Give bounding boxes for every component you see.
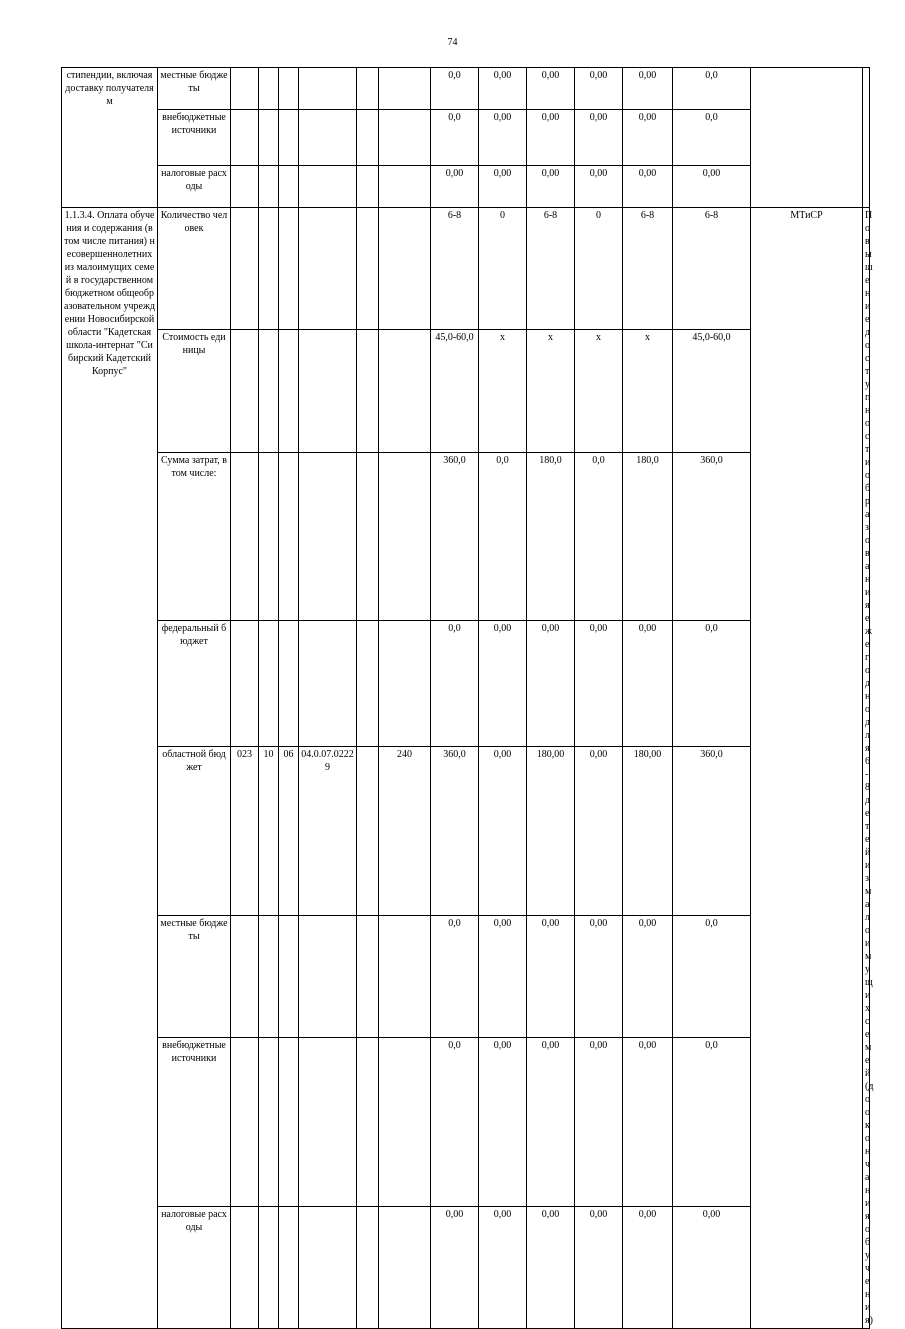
code-cell: 240 <box>379 746 431 915</box>
code-cell <box>357 915 379 1037</box>
table-row <box>62 452 870 621</box>
code-cell <box>279 1206 299 1328</box>
table-row <box>62 166 870 208</box>
code-cell <box>379 208 431 330</box>
code-cell <box>379 1206 431 1328</box>
code-cell <box>357 330 379 452</box>
result-cell <box>863 68 870 208</box>
value-cell: 180,0 <box>527 452 575 621</box>
value-cell: 180,00 <box>623 746 673 915</box>
value-cell: 0,00 <box>575 621 623 746</box>
row-label-cell: федеральный бюджет <box>158 621 231 746</box>
value-cell: 0,00 <box>479 1037 527 1206</box>
value-cell: 0,00 <box>673 1206 751 1328</box>
value-cell: 0,00 <box>623 166 673 208</box>
value-cell: 0,00 <box>527 166 575 208</box>
row-label-cell: внебюджетные источники <box>158 1037 231 1206</box>
code-cell <box>357 68 379 110</box>
code-cell <box>231 166 259 208</box>
table-row <box>62 915 870 1037</box>
value-cell: 0,00 <box>623 68 673 110</box>
value-cell: 0 <box>575 208 623 330</box>
value-cell: х <box>623 330 673 452</box>
value-cell: 0,0 <box>673 915 751 1037</box>
code-cell <box>279 166 299 208</box>
table-row <box>62 330 870 452</box>
table-row <box>62 68 870 110</box>
code-cell: 06 <box>279 746 299 915</box>
code-cell <box>279 330 299 452</box>
code-cell <box>279 915 299 1037</box>
code-cell <box>231 1037 259 1206</box>
code-cell <box>231 621 259 746</box>
code-cell <box>231 330 259 452</box>
value-cell: 0,0 <box>673 68 751 110</box>
value-cell: 0,00 <box>575 1037 623 1206</box>
value-cell: х <box>575 330 623 452</box>
page-number: 74 <box>447 37 458 48</box>
code-cell <box>299 110 357 166</box>
code-cell <box>259 915 279 1037</box>
code-cell <box>299 915 357 1037</box>
value-cell: 0,00 <box>527 110 575 166</box>
code-cell <box>357 746 379 915</box>
value-cell: 180,0 <box>623 452 673 621</box>
code-cell <box>299 452 357 621</box>
value-cell: 0,0 <box>431 68 479 110</box>
value-cell: 0,00 <box>479 621 527 746</box>
table-row <box>62 208 870 330</box>
value-cell: 0,00 <box>479 746 527 915</box>
code-cell <box>259 621 279 746</box>
code-cell <box>279 208 299 330</box>
row-label-cell: налоговые расходы <box>158 166 231 208</box>
row-label-cell: Стоимость единицы <box>158 330 231 452</box>
value-cell: 0,00 <box>479 166 527 208</box>
code-cell <box>379 166 431 208</box>
code-cell <box>279 1037 299 1206</box>
value-cell: 0,00 <box>431 1206 479 1328</box>
code-cell <box>259 208 279 330</box>
code-cell <box>299 1037 357 1206</box>
table-row <box>62 746 870 915</box>
value-cell: 360,0 <box>431 746 479 915</box>
code-cell <box>259 110 279 166</box>
code-cell <box>259 452 279 621</box>
value-cell: 0,00 <box>623 1037 673 1206</box>
table-row <box>62 1037 870 1206</box>
value-cell: 0 <box>479 208 527 330</box>
value-cell: 0,0 <box>673 621 751 746</box>
table-row <box>62 621 870 746</box>
code-cell <box>299 621 357 746</box>
value-cell: 0,00 <box>575 915 623 1037</box>
value-cell: 180,00 <box>527 746 575 915</box>
code-cell <box>379 110 431 166</box>
value-cell: 360,0 <box>431 452 479 621</box>
row-label-cell: Сумма затрат, в том числе: <box>158 452 231 621</box>
code-cell <box>357 1037 379 1206</box>
code-cell <box>299 1206 357 1328</box>
row-label-cell: внебюджетные источники <box>158 110 231 166</box>
value-cell: 0,00 <box>575 166 623 208</box>
value-cell: 0,0 <box>575 452 623 621</box>
code-cell: 04.0.07.02229 <box>299 746 357 915</box>
value-cell: 0,0 <box>431 1037 479 1206</box>
value-cell: 0,00 <box>527 1206 575 1328</box>
value-cell: 0,0 <box>431 621 479 746</box>
code-cell <box>231 110 259 166</box>
value-cell: 0,00 <box>479 915 527 1037</box>
code-cell <box>231 1206 259 1328</box>
value-cell: 0,00 <box>575 68 623 110</box>
code-cell <box>379 452 431 621</box>
code-cell <box>279 110 299 166</box>
code-cell <box>279 621 299 746</box>
code-cell <box>357 621 379 746</box>
value-cell: 0,0 <box>431 915 479 1037</box>
code-cell <box>231 915 259 1037</box>
value-cell: 6-8 <box>673 208 751 330</box>
row-label-cell: местные бюджеты <box>158 68 231 110</box>
value-cell: 45,0-60,0 <box>431 330 479 452</box>
code-cell <box>299 208 357 330</box>
value-cell: 0,00 <box>479 110 527 166</box>
item-description-cell: стипендии, включая доставку получателям <box>62 68 158 208</box>
code-cell <box>259 1037 279 1206</box>
result-cell: Повышение доступности образования ежегодно для 6-8 детей из малоимущих семей (до окончания обучения) <box>863 208 870 1329</box>
code-cell <box>231 452 259 621</box>
row-label-cell: областной бюджет <box>158 746 231 915</box>
value-cell: 0,00 <box>623 915 673 1037</box>
value-cell: 0,00 <box>575 1206 623 1328</box>
code-cell <box>357 1206 379 1328</box>
code-cell <box>231 68 259 110</box>
code-cell <box>259 330 279 452</box>
code-cell <box>299 166 357 208</box>
code-cell <box>357 166 379 208</box>
value-cell: 0,00 <box>479 68 527 110</box>
value-cell: 0,0 <box>431 110 479 166</box>
executor-cell <box>751 68 863 208</box>
value-cell: 0,00 <box>431 166 479 208</box>
value-cell: 0,00 <box>527 1037 575 1206</box>
code-cell <box>279 68 299 110</box>
value-cell: 360,0 <box>673 452 751 621</box>
code-cell <box>379 68 431 110</box>
code-cell <box>279 452 299 621</box>
value-cell: 6-8 <box>431 208 479 330</box>
value-cell: 0,00 <box>623 1206 673 1328</box>
value-cell: 360,0 <box>673 746 751 915</box>
code-cell <box>379 915 431 1037</box>
value-cell: 0,0 <box>479 452 527 621</box>
code-cell: 10 <box>259 746 279 915</box>
code-cell <box>259 166 279 208</box>
value-cell: 0,00 <box>673 166 751 208</box>
code-cell <box>379 330 431 452</box>
row-label-cell: Количество человек <box>158 208 231 330</box>
row-label-cell: местные бюджеты <box>158 915 231 1037</box>
code-cell <box>357 452 379 621</box>
code-cell <box>299 330 357 452</box>
code-cell <box>259 68 279 110</box>
executor-cell: МТиСР <box>751 208 863 1329</box>
code-cell <box>259 1206 279 1328</box>
value-cell: 6-8 <box>527 208 575 330</box>
code-cell <box>379 621 431 746</box>
value-cell: 6-8 <box>623 208 673 330</box>
value-cell: 0,00 <box>575 110 623 166</box>
item-description-cell: 1.1.3.4. Оплата обучения и содержания (в том числе питания) несовершеннолетних из малоимущих семей в государственном бюджетном общеобразовательном учреждении Новосибирской области "Кадетская школа-интернат "Сибирский Кадетский Корпус" <box>62 208 158 1329</box>
row-label-cell: налоговые расходы <box>158 1206 231 1328</box>
value-cell: 0,00 <box>479 1206 527 1328</box>
code-cell <box>357 110 379 166</box>
value-cell: 0,00 <box>527 915 575 1037</box>
code-cell <box>231 208 259 330</box>
code-cell: 023 <box>231 746 259 915</box>
value-cell: х <box>479 330 527 452</box>
value-cell: 0,00 <box>623 110 673 166</box>
value-cell: 0,00 <box>623 621 673 746</box>
value-cell: 45,0-60,0 <box>673 330 751 452</box>
code-cell <box>379 1037 431 1206</box>
value-cell: х <box>527 330 575 452</box>
table-row <box>62 110 870 166</box>
table-row <box>62 1206 870 1328</box>
value-cell: 0,00 <box>527 621 575 746</box>
value-cell: 0,00 <box>527 68 575 110</box>
value-cell: 0,0 <box>673 110 751 166</box>
value-cell: 0,0 <box>673 1037 751 1206</box>
code-cell <box>357 208 379 330</box>
budget-table <box>61 67 874 1329</box>
value-cell: 0,00 <box>575 746 623 915</box>
code-cell <box>299 68 357 110</box>
